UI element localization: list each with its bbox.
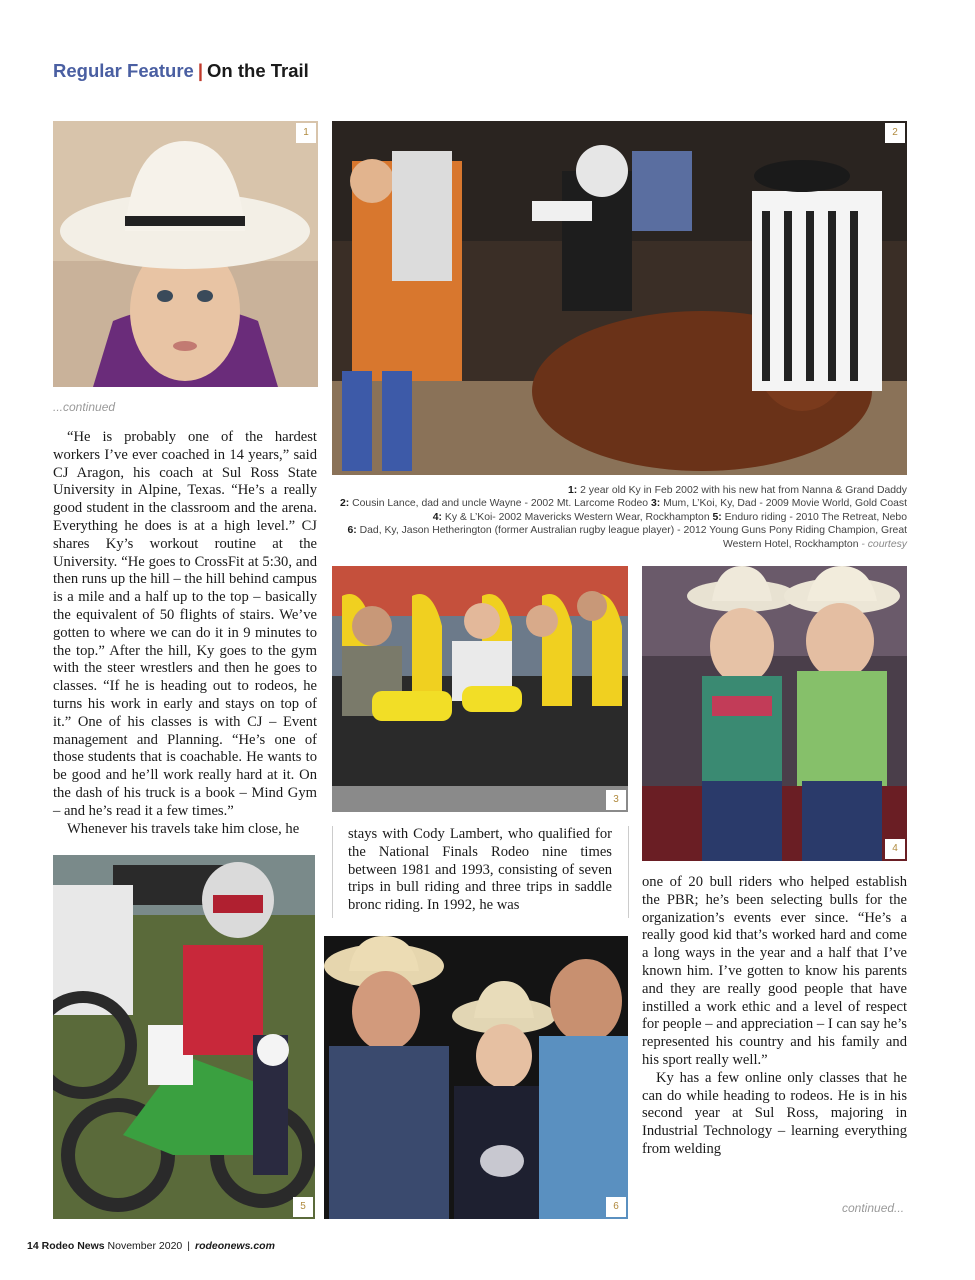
photo-number: 5 [293, 1197, 313, 1217]
article-paragraph: stays with Cody Lambert, who qualified for the National Finals Rodeo nine times between 1981 and 1993, consisting of seven trips in bull riding and three trips in saddle bronc riding. In 1992, he was [348, 826, 612, 914]
article-column-1 [53, 429, 317, 838]
article-paragraph: one of 20 bull riders who helped establish the PBR; he’s been selecting bulls for the organization’s events ever since. “He’s a really good kid that’s worked hard and come a long ways in the year and a half that I’ve known him. I’ve gotten to know his parents and they are really good people that have instilled a work ethic and a level of respect for people – and appreciation – I can say he’s represented his country and his family and his sport really well.” [642, 874, 907, 1068]
caption-text: Ky & L’Koi- 2002 Mavericks Western Wear, Rockhampton [444, 511, 710, 523]
motocross-child-photo [53, 855, 315, 1219]
caption-text: Mum, L’Koi, Ky, Dad - 2009 Movie World, Gold Coast [663, 498, 908, 510]
rollercoaster-riders-photo [332, 566, 628, 812]
header-separator: | [197, 60, 204, 81]
magazine-name: Rodeo News [41, 1240, 105, 1252]
toddler-cowboy-hat-photo [53, 121, 318, 387]
caption-number: 4: [432, 511, 443, 523]
child-riding-calf-photo [332, 121, 907, 475]
article-paragraph: “He is probably one of the hardest workers I’ve ever coached in 14 years,” said CJ Aragon, his coach at Sul Ross State University in Alpine, Texas. “He’s a really good student in the classroom and the arena. Everything he does is at a high level.” CJ shares Ky’s workout routine at the University. “He goes to CrossFit at 5:30, and then runs up the hill – the hill behind campus is a mile and a half up to the top – basically the equivalent of 50 flights of stairs. We’ve gotten to where we can do it in 9 minutes to the top.” After the hill, Ky goes to the gym with the steer wrestlers and then he goes to classes. “If he is heading out to rodeos, he turns his work in early and stays on top of it.” One of his classes is with CJ – Event management and Planning. “He’s one of those students that is coachable. He wants to be good and he’ll work really hard at it. On the dash of his truck is a book – Mind Gym – and he’s read it a few times.” [53, 429, 317, 819]
feature-header [53, 60, 309, 82]
photo-number: 6 [606, 1197, 626, 1217]
caption-number: 1: [567, 485, 578, 496]
footer-separator: | [187, 1240, 190, 1252]
photo-number: 4 [885, 839, 905, 859]
continued-marker-bottom: continued... [842, 1201, 905, 1215]
caption-number: 2: [340, 498, 350, 510]
photo-number: 1 [296, 123, 316, 143]
caption-number: 6: [347, 525, 357, 537]
caption-number: 5: [712, 511, 722, 523]
article-column-3 [642, 874, 907, 1159]
page-number: 14 [27, 1240, 39, 1252]
article-paragraph: Whenever his travels take him close, he [67, 820, 300, 837]
two-boys-cowboy-hats-photo [642, 566, 907, 861]
caption-text: 2 year old Ky in Feb 2002 with his new hat from Nanna & Grand Daddy [580, 485, 907, 496]
continued-marker-top: ...continued [53, 400, 116, 414]
feature-label: Regular Feature [53, 60, 194, 81]
article-column-2 [348, 826, 612, 915]
photo-number: 3 [606, 790, 626, 810]
photo-number: 2 [885, 123, 905, 143]
page-footer [27, 1240, 275, 1252]
issue-date: November 2020 [107, 1240, 183, 1252]
caption-number: 3: [650, 498, 661, 510]
caption-text: Enduro riding - 2010 The Retreat, Nebo [724, 511, 907, 523]
three-men-buckle-photo [324, 936, 628, 1219]
caption-credit: - courtesy [861, 538, 907, 550]
caption-text: Dad, Ky, Jason Hetherington (former Australian rugby league player) - 2012 Young Guns Pony Riding Champion, Great Western Hotel, Rockhampton [359, 525, 907, 550]
website-link[interactable]: rodeonews.com [195, 1240, 275, 1252]
article-paragraph: Ky has a few online only classes that he can do while heading to rodeos. He is in his second year at Sul Ross, majoring in Industrial Technology – learning everything from welding [642, 1069, 907, 1157]
section-title: On the Trail [207, 60, 309, 81]
caption-text: Cousin Lance, dad and uncle Wayne - 2002 Mt. Larcome Rodeo [352, 498, 649, 510]
photo-caption [340, 484, 907, 551]
